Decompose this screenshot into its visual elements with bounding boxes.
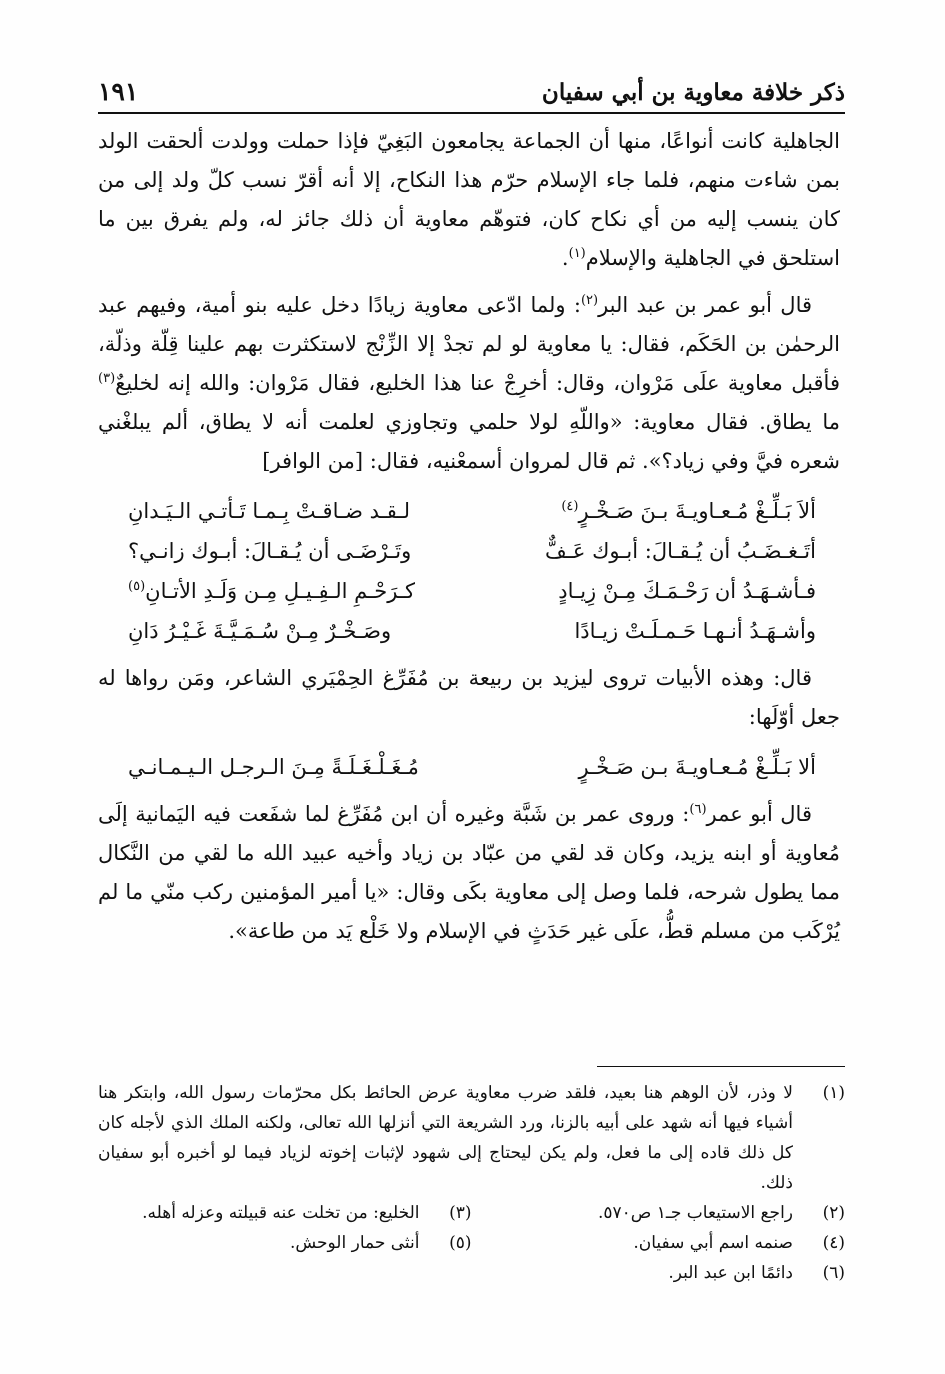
- footnote-text: لا وذر، لأن الوهم هنا بعيد، فلقد ضرب معاوية عرض الحائط بكل محرّمات رسول الله، وابتكر هنا أشياء فيها أنه شهد على أبيه بالزنا، ورد الشريعة التي أنزلها الله تعالى، ولكنه الملك الذي لأجله كان كل ذلك قاده إلى ما فعل، ولم يكن ليحتاج إلى شهود لإثبات إخوته لزياد فيما لو أخبره أبو سفيان ذلك.: [98, 1083, 793, 1193]
- footnote-row: [98, 1198, 845, 1228]
- footnote-1: [98, 1078, 845, 1198]
- footnote-3: [98, 1198, 472, 1228]
- footnote-divider: [597, 1066, 845, 1067]
- first-hemistich: أتَـغـضَـبُ أن يُـقـالَ: أبـوك عَـفٌّ: [545, 539, 816, 563]
- second-hemistich: مُـغَـلْـغَـلَـةً مِـنَ الـرجـل الـيـمـانـي: [128, 755, 419, 779]
- main-text: [98, 122, 840, 959]
- footnote-number: (٤): [822, 1233, 845, 1253]
- poem-1: [98, 491, 840, 651]
- footnote-row: [98, 1228, 845, 1258]
- verse-line: [98, 747, 840, 787]
- footnote-text: راجع الاستيعاب جـ١ ص٥٧٠.: [597, 1203, 793, 1223]
- second-hemistich: وصَـخْـرٌ مِـنْ سُـمَـيَّـةَ غَـيْـرُ دَانِ: [128, 619, 392, 643]
- footnote-4: [472, 1228, 846, 1258]
- verse-line: [98, 491, 840, 531]
- verse-line: [98, 571, 840, 611]
- first-hemistich: ألاَ بَـلِّـغْ مُـعـاويـةَ بـنَ صَـخْـرٍ$^{(٤)}$: [561, 499, 816, 523]
- footnotes: [98, 1078, 845, 1288]
- footnote-ref-3: (٣): [98, 371, 116, 386]
- footnote-5: [98, 1228, 472, 1258]
- page-header: [98, 68, 845, 114]
- running-title: ذكر خلافة معاوية بن أبي سفيان: [541, 79, 845, 106]
- footnote-text: الخليع: من تخلت عنه قبيلته وعزله أهله.: [142, 1203, 420, 1223]
- second-hemistich: وتَـرْضَـى أن يُـقـالَ: أبـوك زانـي؟: [128, 539, 412, 563]
- verse-line: [98, 611, 840, 651]
- first-hemistich: ألا بَـلِّـغْ مُـعـاويـةَ بـن صَـخْـرٍ: [578, 755, 816, 779]
- poem-2: [98, 747, 840, 787]
- footnote-ref-6: (٦): [689, 802, 707, 817]
- paragraph-4: قال أبو عمر$^{(٦)}$: وروى عمر بن شَبَّة وغيره أن ابن مُفَرِّغ لما شفَعت فيه اليَمانية إلَى مُعاوية أو ابنه يزيد، وكان قد لقي من عبّاد بن زياد وأخيه عبيد الله ما لقي من النَّكال مما يطول شرحه، فلما وصل إلى معاوية بكَى وقال: «يا أمير المؤمنين ركب منّي ما لم يُرْكَب من مسلم قطُّ، علَى غير حَدَثٍ في الإسلام ولا خَلْع يَد من طاعة».: [98, 802, 840, 943]
- footnote-number: (٥): [449, 1233, 472, 1253]
- verse-line: [98, 531, 840, 571]
- footnote-text: دائمًا ابن عبد البر.: [668, 1263, 793, 1283]
- footnote-ref-1: (١): [568, 246, 586, 261]
- footnote-ref-4: (٤): [561, 499, 579, 514]
- paragraph-3: قال: وهذه الأبيات تروى ليزيد بن ربيعة بن مُفَرِّغ الحِمْيَري الشاعر، ومَن رواها له جعل أوّلَها:: [98, 666, 840, 729]
- footnote-6: [98, 1258, 845, 1288]
- paragraph-2: قال أبو عمر بن عبد البر$^{(٢)}$: ولما ادّعى معاوية زيادًا دخل عليه بنو أمية، وفيهم عبد الرحمٰن بن الحَكَم، فقال: يا معاوية لو لم تجدْ إلا الزِّنْج لاستكثرت بهم علينا قِلّة وذلّة، فأقبل معاوية علَى مَرْوان، وقال: أخرِجْ عنا هذا الخليع، فقال مَرْوان: والله إنه لخليعٌ$^{(٣)}$ ما يطاق. فقال معاوية: «واللّهِ لولا حلمي وتجاوزي لعلمت أنه لا يطاق، ألم يبلغْني شعره فيَّ وفي زياد؟». ثم قال لمروان أسمعْنيه، فقال: [من الوافر]: [98, 293, 840, 473]
- footnote-ref-5: (٥): [128, 579, 146, 594]
- second-hemistich: كـرَحْـمِ الـفِـيـلِ مِـن وَلَـدِ الأتـانِ$^{(٥)}$: [128, 579, 415, 603]
- second-hemistich: لـقـد ضـاقـتْ بِـمـا تَـأتـي الـيَـدانِ: [128, 499, 410, 523]
- footnote-text: أنثى حمار الوحش.: [289, 1233, 420, 1253]
- footnote-number: (٦): [822, 1263, 845, 1283]
- footnote-number: (١): [822, 1083, 845, 1103]
- first-hemistich: فـأشـهَـدُ أن رَحْـمَـكَ مِـنْ زِيـادٍ: [558, 579, 816, 603]
- footnote-number: (٢): [822, 1203, 845, 1223]
- footnote-2: [472, 1198, 846, 1228]
- page-number: ١٩١: [98, 77, 139, 106]
- footnote-ref-2: (٢): [580, 293, 599, 308]
- footnote-number: (٣): [449, 1203, 472, 1223]
- footnote-text: صنمه اسم أبي سفيان.: [633, 1233, 793, 1253]
- first-hemistich: وأشـهَـدُ أنـهـا حَـمـلَـتْ زيـادًا: [574, 619, 816, 643]
- paragraph-1: الجاهلية كانت أنواعًا، منها أن الجماعة يجامعون البَغِيّ فإذا حملت وولدت ألحقت الولد بمن شاءت منهم، فلما جاء الإسلام حرّم هذا النكاح، إلا أنه أقرّ نسب كلّ ولد إلى من كان ينسب إليه من أي نكاح كان، فتوهّم معاوية أن ذلك جائز له، ولم يفرق بين ما استلحق في الجاهلية والإسلام$^{(١)}$.: [98, 129, 840, 270]
